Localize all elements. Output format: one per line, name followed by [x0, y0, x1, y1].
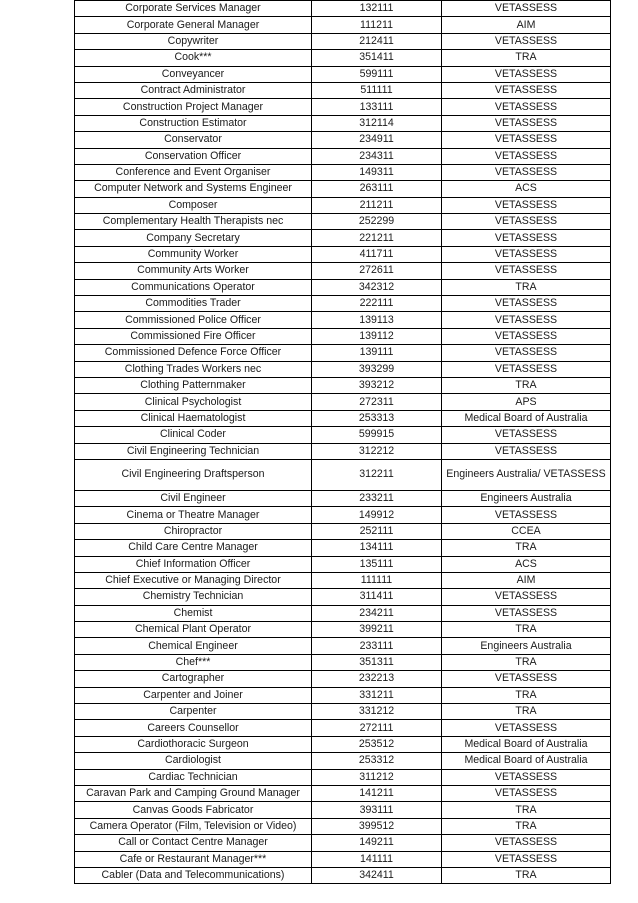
assessing-authority-cell: VETASSESS [442, 769, 611, 785]
assessing-authority-cell: VETASSESS [442, 671, 611, 687]
occupation-cell: Careers Counsellor [75, 720, 312, 736]
occupation-cell: Cook*** [75, 50, 312, 66]
table-row [75, 394, 611, 410]
occupation-cell: Commissioned Police Officer [75, 312, 312, 328]
assessing-authority-cell: VETASSESS [442, 361, 611, 377]
anzsco-code-cell: 272611 [312, 263, 442, 279]
anzsco-code-cell: 141211 [312, 785, 442, 801]
anzsco-code-cell: 132111 [312, 1, 442, 17]
table-row [75, 605, 611, 621]
occupation-cell: Composer [75, 197, 312, 213]
assessing-authority-cell: ACS [442, 181, 611, 197]
anzsco-code-cell: 149211 [312, 835, 442, 851]
assessing-authority-cell: TRA [442, 279, 611, 295]
occupation-cell: Call or Contact Centre Manager [75, 835, 312, 851]
table-row [75, 851, 611, 867]
table-row [75, 279, 611, 295]
table-row [75, 572, 611, 588]
assessing-authority-cell: TRA [442, 818, 611, 834]
table-row [75, 720, 611, 736]
occupation-cell: Computer Network and Systems Engineer [75, 181, 312, 197]
assessing-authority-cell: VETASSESS [442, 214, 611, 230]
occupation-cell: Chemical Engineer [75, 638, 312, 654]
table-row [75, 753, 611, 769]
occupation-cell: Civil Engineer [75, 490, 312, 506]
table-row [75, 589, 611, 605]
occupation-cell: Company Secretary [75, 230, 312, 246]
table-row [75, 148, 611, 164]
assessing-authority-cell: TRA [442, 802, 611, 818]
anzsco-code-cell: 253312 [312, 753, 442, 769]
anzsco-code-cell: 134111 [312, 540, 442, 556]
occupation-cell: Civil Engineering Technician [75, 443, 312, 459]
anzsco-code-cell: 139112 [312, 328, 442, 344]
assessing-authority-cell: VETASSESS [442, 99, 611, 115]
assessing-authority-cell: VETASSESS [442, 230, 611, 246]
assessing-authority-cell: VETASSESS [442, 66, 611, 82]
occupation-cell: Chemist [75, 605, 312, 621]
anzsco-code-cell: 311411 [312, 589, 442, 605]
occupation-cell: Cabler (Data and Telecommunications) [75, 867, 312, 883]
anzsco-code-cell: 139113 [312, 312, 442, 328]
anzsco-code-cell: 342312 [312, 279, 442, 295]
assessing-authority-cell: Medical Board of Australia [442, 753, 611, 769]
anzsco-code-cell: 233111 [312, 638, 442, 654]
table-row [75, 263, 611, 279]
anzsco-code-cell: 111211 [312, 17, 442, 33]
anzsco-code-cell: 599915 [312, 427, 442, 443]
occupation-cell: Chef*** [75, 654, 312, 670]
anzsco-code-cell: 331212 [312, 704, 442, 720]
table-row [75, 1, 611, 17]
table-row [75, 66, 611, 82]
occupation-cell: Commissioned Defence Force Officer [75, 345, 312, 361]
occupation-cell: Chiropractor [75, 523, 312, 539]
anzsco-code-cell: 393299 [312, 361, 442, 377]
table-row [75, 507, 611, 523]
anzsco-code-cell: 263111 [312, 181, 442, 197]
assessing-authority-cell: VETASSESS [442, 148, 611, 164]
table-row [75, 459, 611, 490]
table-row [75, 687, 611, 703]
occupation-cell: Chief Information Officer [75, 556, 312, 572]
assessing-authority-cell: VETASSESS [442, 785, 611, 801]
table-row [75, 361, 611, 377]
table-row [75, 197, 611, 213]
table-row [75, 427, 611, 443]
occupation-cell: Commissioned Fire Officer [75, 328, 312, 344]
table-row [75, 99, 611, 115]
table-row [75, 50, 611, 66]
anzsco-code-cell: 511111 [312, 82, 442, 98]
occupation-cell: Construction Project Manager [75, 99, 312, 115]
occupation-cell: Clinical Haematologist [75, 410, 312, 426]
occupation-cell: Carpenter [75, 704, 312, 720]
anzsco-code-cell: 312212 [312, 443, 442, 459]
anzsco-code-cell: 342411 [312, 867, 442, 883]
anzsco-code-cell: 135111 [312, 556, 442, 572]
table-row [75, 835, 611, 851]
table-row [75, 867, 611, 883]
assessing-authority-cell: Engineers Australia [442, 490, 611, 506]
assessing-authority-cell: VETASSESS [442, 443, 611, 459]
occupation-cell: Child Care Centre Manager [75, 540, 312, 556]
table-row [75, 523, 611, 539]
assessing-authority-cell: VETASSESS [442, 605, 611, 621]
table-row [75, 802, 611, 818]
occupation-cell: Cardiothoracic Surgeon [75, 736, 312, 752]
table-row [75, 556, 611, 572]
anzsco-code-cell: 312211 [312, 459, 442, 490]
anzsco-code-cell: 211211 [312, 197, 442, 213]
occupation-cell: Civil Engineering Draftsperson [75, 459, 312, 490]
anzsco-code-cell: 351411 [312, 50, 442, 66]
table-row [75, 82, 611, 98]
assessing-authority-cell: CCEA [442, 523, 611, 539]
assessing-authority-cell: Medical Board of Australia [442, 736, 611, 752]
occupation-cell: Chemistry Technician [75, 589, 312, 605]
occupation-cell: Canvas Goods Fabricator [75, 802, 312, 818]
anzsco-code-cell: 234911 [312, 132, 442, 148]
assessing-authority-cell: AIM [442, 572, 611, 588]
assessing-authority-cell: Engineers Australia [442, 638, 611, 654]
occupation-cell: Caravan Park and Camping Ground Manager [75, 785, 312, 801]
table-row [75, 785, 611, 801]
table-row [75, 818, 611, 834]
occupation-cell: Complementary Health Therapists nec [75, 214, 312, 230]
table-row [75, 443, 611, 459]
occupation-cell: Cartographer [75, 671, 312, 687]
table-row [75, 769, 611, 785]
assessing-authority-cell: TRA [442, 622, 611, 638]
table-row [75, 296, 611, 312]
anzsco-code-cell: 393111 [312, 802, 442, 818]
occupation-cell: Carpenter and Joiner [75, 687, 312, 703]
anzsco-code-cell: 234311 [312, 148, 442, 164]
assessing-authority-cell: TRA [442, 654, 611, 670]
anzsco-code-cell: 399512 [312, 818, 442, 834]
anzsco-code-cell: 111111 [312, 572, 442, 588]
anzsco-code-cell: 311212 [312, 769, 442, 785]
assessing-authority-cell: VETASSESS [442, 507, 611, 523]
assessing-authority-cell: VETASSESS [442, 246, 611, 262]
table-row [75, 181, 611, 197]
anzsco-code-cell: 599111 [312, 66, 442, 82]
assessing-authority-cell: VETASSESS [442, 851, 611, 867]
assessing-authority-cell: VETASSESS [442, 427, 611, 443]
anzsco-code-cell: 393212 [312, 377, 442, 393]
occupation-table [74, 0, 611, 884]
occupation-cell: Camera Operator (Film, Television or Video) [75, 818, 312, 834]
anzsco-code-cell: 272311 [312, 394, 442, 410]
table-row [75, 312, 611, 328]
assessing-authority-cell: AIM [442, 17, 611, 33]
anzsco-code-cell: 212411 [312, 33, 442, 49]
table-row [75, 17, 611, 33]
assessing-authority-cell: Medical Board of Australia [442, 410, 611, 426]
anzsco-code-cell: 222111 [312, 296, 442, 312]
table-row [75, 490, 611, 506]
anzsco-code-cell: 312114 [312, 115, 442, 131]
table-row [75, 377, 611, 393]
occupation-cell: Chief Executive or Managing Director [75, 572, 312, 588]
anzsco-code-cell: 272111 [312, 720, 442, 736]
occupation-cell: Cardiologist [75, 753, 312, 769]
table-row [75, 654, 611, 670]
assessing-authority-cell: VETASSESS [442, 345, 611, 361]
occupation-cell: Corporate General Manager [75, 17, 312, 33]
assessing-authority-cell: VETASSESS [442, 33, 611, 49]
assessing-authority-cell: TRA [442, 704, 611, 720]
occupation-cell: Copywriter [75, 33, 312, 49]
assessing-authority-cell: VETASSESS [442, 1, 611, 17]
table-row [75, 540, 611, 556]
anzsco-code-cell: 233211 [312, 490, 442, 506]
assessing-authority-cell: TRA [442, 687, 611, 703]
occupation-cell: Cafe or Restaurant Manager*** [75, 851, 312, 867]
assessing-authority-cell: VETASSESS [442, 296, 611, 312]
table-row [75, 132, 611, 148]
occupation-cell: Contract Administrator [75, 82, 312, 98]
assessing-authority-cell: VETASSESS [442, 312, 611, 328]
anzsco-code-cell: 252299 [312, 214, 442, 230]
assessing-authority-cell: TRA [442, 50, 611, 66]
occupation-cell: Communications Operator [75, 279, 312, 295]
occupation-cell: Chemical Plant Operator [75, 622, 312, 638]
table-row [75, 622, 611, 638]
table-row [75, 246, 611, 262]
occupation-cell: Corporate Services Manager [75, 1, 312, 17]
occupation-cell: Conservator [75, 132, 312, 148]
anzsco-code-cell: 133111 [312, 99, 442, 115]
table-row [75, 33, 611, 49]
table-row [75, 214, 611, 230]
table-row [75, 410, 611, 426]
assessing-authority-cell: VETASSESS [442, 589, 611, 605]
anzsco-code-cell: 234211 [312, 605, 442, 621]
occupation-cell: Clothing Patternmaker [75, 377, 312, 393]
occupation-cell: Clinical Psychologist [75, 394, 312, 410]
anzsco-code-cell: 411711 [312, 246, 442, 262]
anzsco-code-cell: 331211 [312, 687, 442, 703]
table-row [75, 638, 611, 654]
assessing-authority-cell: VETASSESS [442, 82, 611, 98]
assessing-authority-cell: VETASSESS [442, 132, 611, 148]
table-row [75, 230, 611, 246]
assessing-authority-cell: VETASSESS [442, 164, 611, 180]
occupation-cell: Construction Estimator [75, 115, 312, 131]
assessing-authority-cell: APS [442, 394, 611, 410]
anzsco-code-cell: 139111 [312, 345, 442, 361]
anzsco-code-cell: 149912 [312, 507, 442, 523]
assessing-authority-cell: TRA [442, 377, 611, 393]
table-row [75, 704, 611, 720]
occupation-cell: Community Worker [75, 246, 312, 262]
table-row [75, 345, 611, 361]
assessing-authority-cell: ACS [442, 556, 611, 572]
table-row [75, 164, 611, 180]
anzsco-code-cell: 141111 [312, 851, 442, 867]
assessing-authority-cell: VETASSESS [442, 263, 611, 279]
anzsco-code-cell: 149311 [312, 164, 442, 180]
occupation-cell: Commodities Trader [75, 296, 312, 312]
table-row [75, 115, 611, 131]
anzsco-code-cell: 221211 [312, 230, 442, 246]
anzsco-code-cell: 253313 [312, 410, 442, 426]
assessing-authority-cell: VETASSESS [442, 835, 611, 851]
assessing-authority-cell: VETASSESS [442, 328, 611, 344]
table-row [75, 671, 611, 687]
anzsco-code-cell: 351311 [312, 654, 442, 670]
assessing-authority-cell: Engineers Australia/ VETASSESS [442, 459, 611, 490]
occupation-cell: Conservation Officer [75, 148, 312, 164]
occupation-cell: Conveyancer [75, 66, 312, 82]
anzsco-code-cell: 399211 [312, 622, 442, 638]
anzsco-code-cell: 252111 [312, 523, 442, 539]
occupation-cell: Cardiac Technician [75, 769, 312, 785]
table-row [75, 328, 611, 344]
occupation-cell: Clinical Coder [75, 427, 312, 443]
anzsco-code-cell: 253512 [312, 736, 442, 752]
occupation-cell: Cinema or Theatre Manager [75, 507, 312, 523]
occupation-cell: Conference and Event Organiser [75, 164, 312, 180]
assessing-authority-cell: VETASSESS [442, 197, 611, 213]
occupation-cell: Clothing Trades Workers nec [75, 361, 312, 377]
table-row [75, 736, 611, 752]
anzsco-code-cell: 232213 [312, 671, 442, 687]
assessing-authority-cell: VETASSESS [442, 720, 611, 736]
occupation-table-body [75, 1, 611, 884]
assessing-authority-cell: TRA [442, 867, 611, 883]
assessing-authority-cell: TRA [442, 540, 611, 556]
assessing-authority-cell: VETASSESS [442, 115, 611, 131]
occupation-cell: Community Arts Worker [75, 263, 312, 279]
